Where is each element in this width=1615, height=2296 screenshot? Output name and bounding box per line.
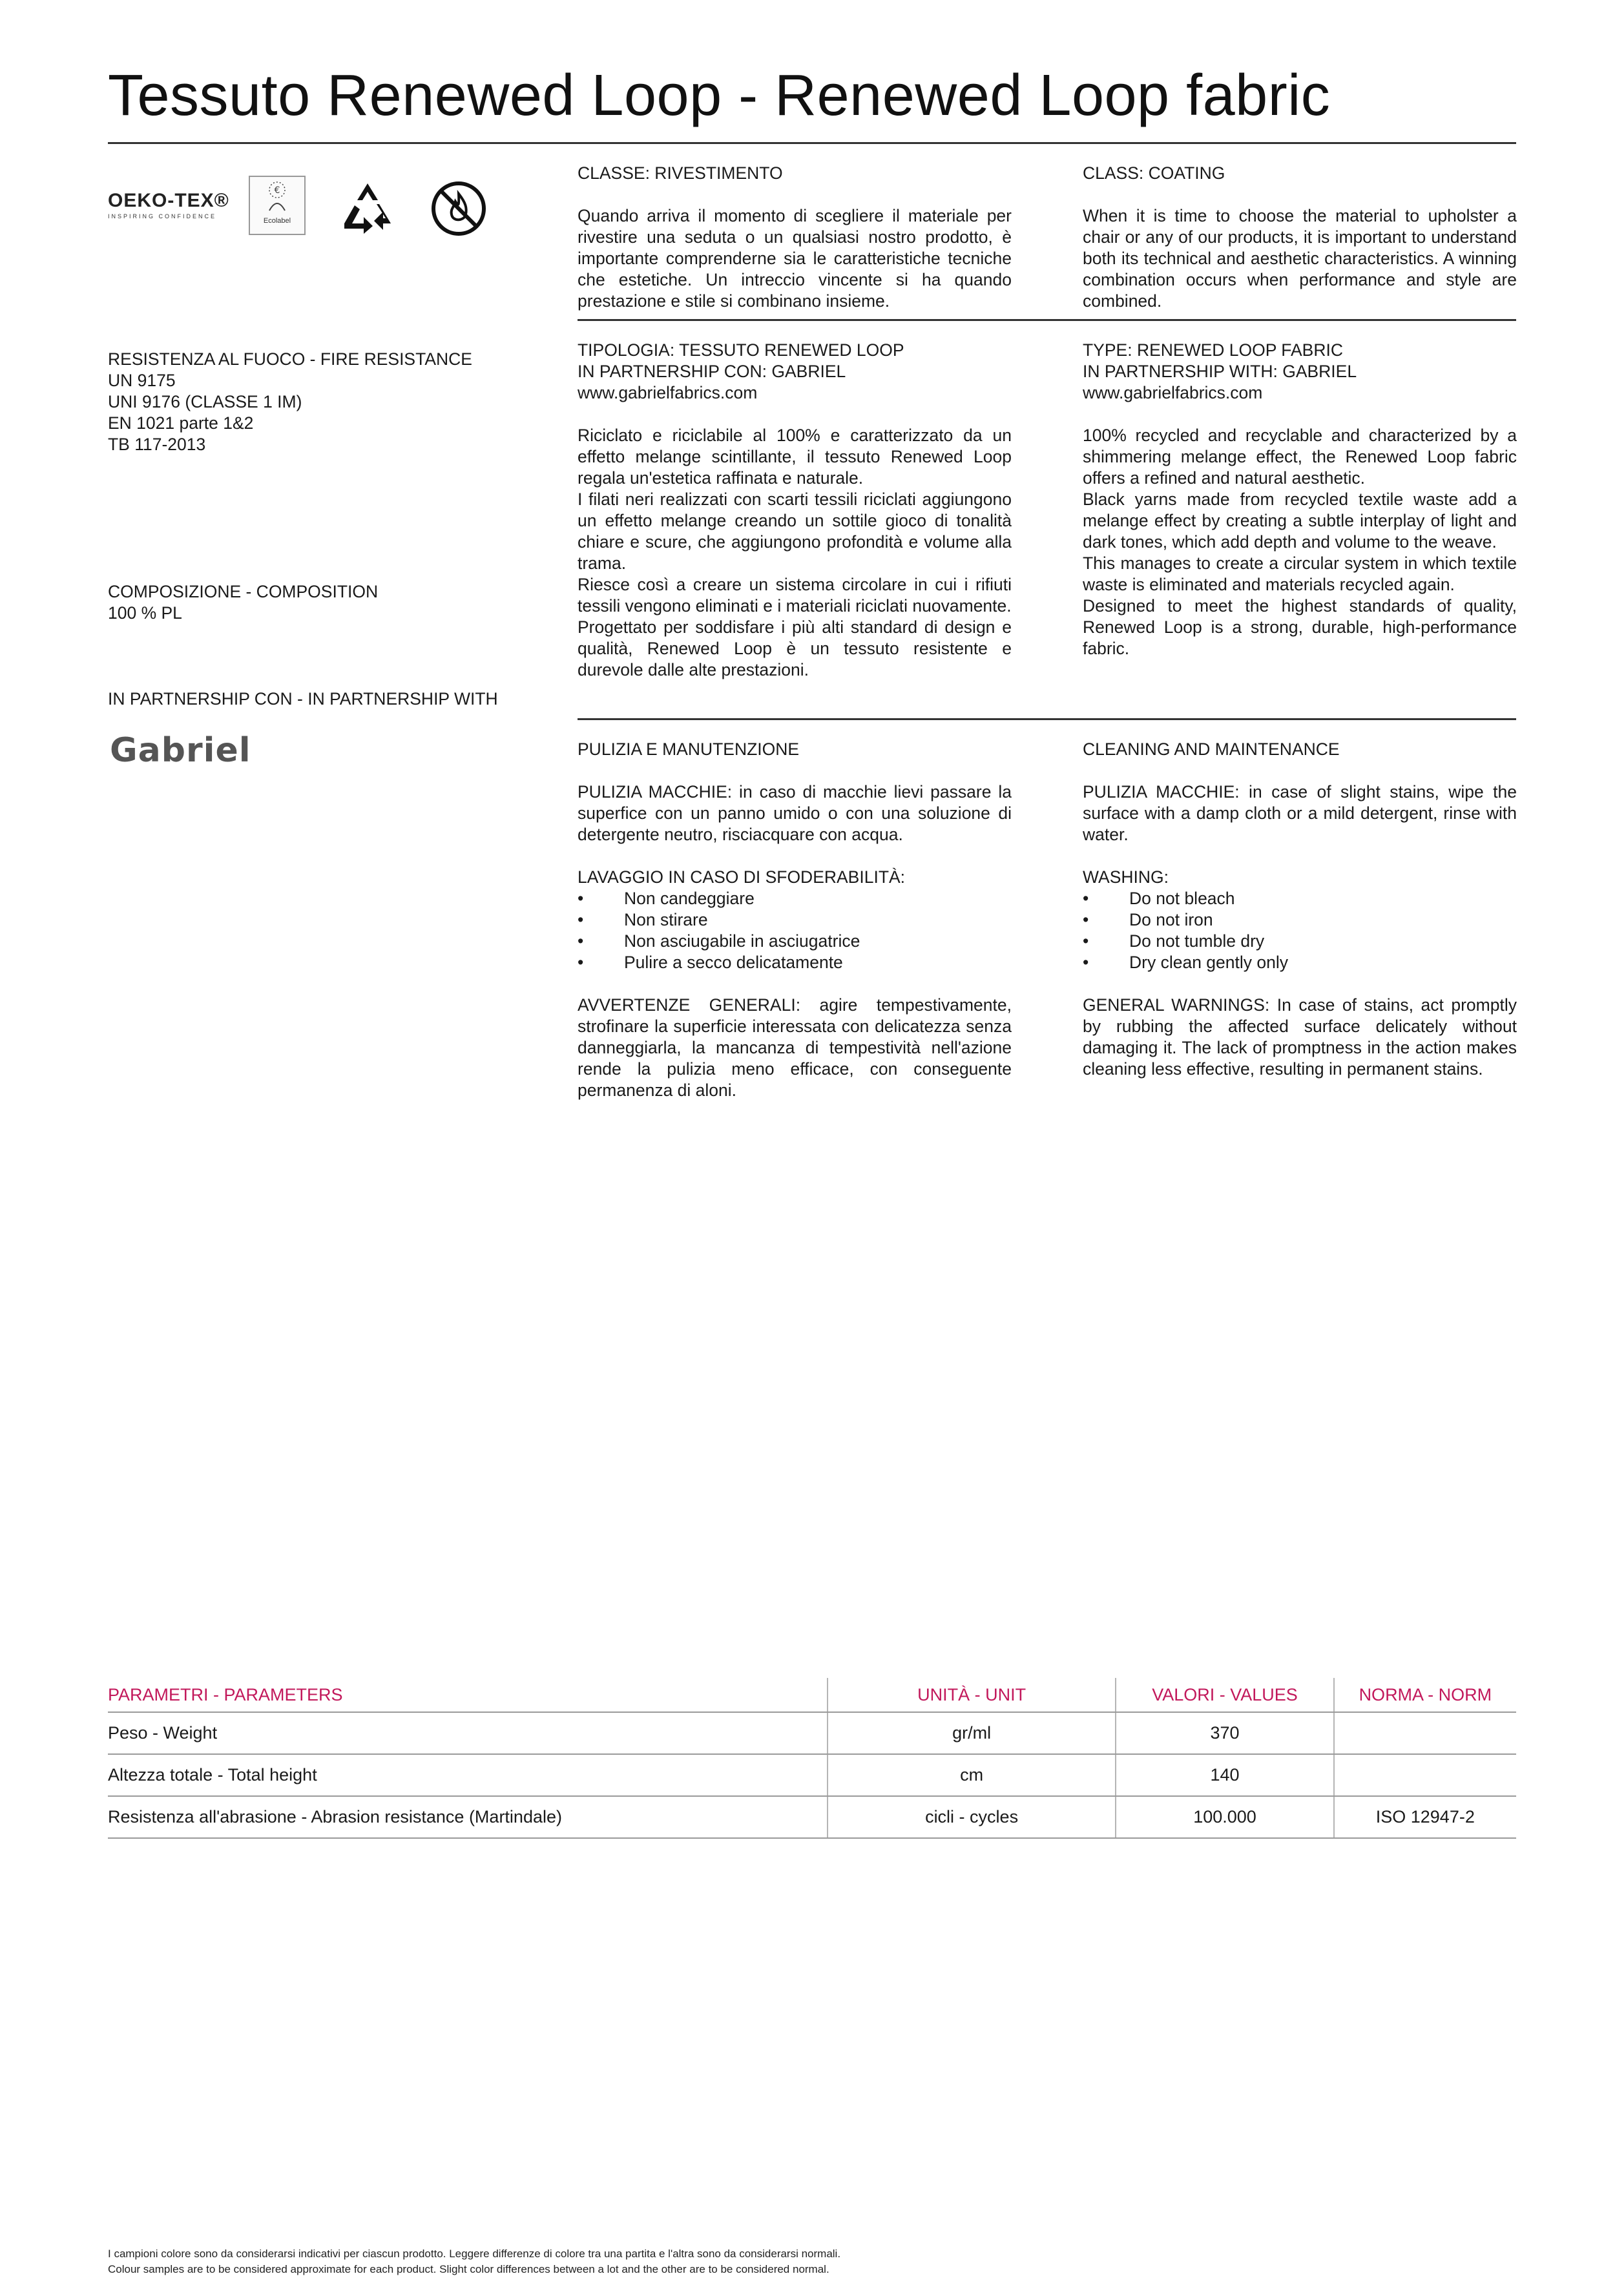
class-text-it: Quando arriva il momento di scegliere il materiale per rivestire una seduta o un qualsiasi nostro prodotto, è importante comprenderne sia le caratteristiche tecniche che estetiche. Un intreccio vincente si ha quando prestazione e stile si combinano insieme. [578, 206, 1012, 311]
stains-text-en: PULIZIA MACCHIE: in case of slight stains, wipe the surface with a damp cloth or a mild detergent, rinse with water. [1083, 782, 1517, 844]
website-link-en[interactable]: www.gabrielfabrics.com [1083, 383, 1263, 402]
warnings-text-it: AVVERTENZE GENERALI: agire tempestivamente, strofinare la superficie interessata con delicatezza senza danneggiarla, la mancanza di tempestività nell'azione rende la pulizia meno efficace, con conseguente permanenza di aloni. [578, 995, 1012, 1100]
type-section-en [1083, 340, 1517, 659]
washing-list-it [578, 888, 1012, 973]
unit-cell: gr/ml [828, 1712, 1116, 1754]
footer-line-en: Colour samples are to be considered approximate for each product. Slight color differences between a lot and the other are to be considered normal. [108, 2263, 829, 2275]
title-divider [108, 142, 1516, 144]
eu-ecolabel-logo: € Ecolabel [249, 176, 306, 235]
certification-logos [108, 176, 508, 240]
header-norm: NORMA - NORM [1334, 1678, 1516, 1712]
unit-cell: cicli - cycles [828, 1796, 1116, 1838]
class-section-it [578, 163, 1012, 312]
composition-section [108, 581, 508, 624]
partnership-heading: IN PARTNERSHIP CON - IN PARTNERSHIP WITH [108, 689, 498, 708]
composition-heading: COMPOSIZIONE - COMPOSITION [108, 582, 379, 601]
class-heading-en: CLASS: COATING [1083, 163, 1225, 183]
composition-value: 100 % PL [108, 603, 182, 623]
fire-norm: EN 1021 parte 1&2 [108, 413, 254, 433]
norm-cell [1334, 1712, 1516, 1754]
header-parameters: PARAMETRI - PARAMETERS [108, 1678, 828, 1712]
partnership-line-en: IN PARTNERSHIP WITH: GABRIEL [1083, 362, 1357, 381]
header-unit: UNITÀ - UNIT [828, 1678, 1116, 1712]
list-item: • Dry clean gently only [1083, 952, 1517, 973]
param-cell: Altezza totale - Total height [108, 1754, 828, 1796]
washing-heading-en: WASHING: [1083, 867, 1169, 887]
class-section-en [1083, 163, 1517, 312]
oeko-tex-logo: OEKO-TEX® INSPIRING CONFIDENCE [108, 190, 229, 220]
description-paragraph-en: This manages to create a circular system in which textile waste is eliminated and materials recycled again. [1083, 553, 1517, 594]
class-text-en: When it is time to choose the material to upholster a chair or any of our products, it is important to understand both its technical and aesthetic characteristics. A winning combination occurs when performance and style are combined. [1083, 206, 1517, 311]
table-row [108, 1796, 1516, 1838]
table-row [108, 1754, 1516, 1796]
footer-line-it: I campioni colore sono da considerarsi indicativi per ciascun prodotto. Leggere differenze di colore tra una partita e l'altra sono da considerarsi normali. [108, 2248, 841, 2260]
list-item: • Non stirare [578, 909, 1012, 931]
cleaning-section-it [578, 739, 1012, 1101]
website-link-it[interactable]: www.gabrielfabrics.com [578, 383, 758, 402]
table-header-row [108, 1678, 1516, 1712]
list-item: • Do not bleach [1083, 888, 1517, 909]
unit-cell: cm [828, 1754, 1116, 1796]
no-fire-icon [430, 180, 488, 241]
section-divider [578, 319, 1516, 321]
svg-text:€: € [274, 185, 280, 196]
value-cell: 370 [1116, 1712, 1333, 1754]
value-cell: 140 [1116, 1754, 1333, 1796]
fire-norm: UN 9175 [108, 371, 176, 390]
list-item: • Non candeggiare [578, 888, 1012, 909]
fire-resistance-section [108, 349, 508, 455]
list-item: • Do not tumble dry [1083, 931, 1517, 952]
parameters-table [108, 1678, 1516, 1839]
footer-disclaimer [108, 2246, 840, 2277]
warnings-text-en: GENERAL WARNINGS: In case of stains, act promptly by rubbing the affected surface delicately without damaging it. The lack of promptness in the action makes cleaning less effective, resulting in permanent stains. [1083, 995, 1517, 1079]
value-cell: 100.000 [1116, 1796, 1333, 1838]
list-item: • Non asciugabile in asciugatrice [578, 931, 1012, 952]
partnership-line-it: IN PARTNERSHIP CON: GABRIEL [578, 362, 846, 381]
fire-norm: UNI 9176 (CLASSE 1 IM) [108, 392, 302, 411]
cleaning-heading-it: PULIZIA E MANUTENZIONE [578, 739, 800, 759]
section-divider [578, 718, 1516, 720]
washing-heading-it: LAVAGGIO IN CASO DI SFODERABILITÀ: [578, 867, 906, 887]
description-paragraph-it: Riciclato e riciclabile al 100% e caratterizzato da un effetto melange scintillante, il tessuto Renewed Loop regala un'estetica raffinata e naturale. [578, 426, 1012, 488]
list-item: • Pulire a secco delicatamente [578, 952, 1012, 973]
cleaning-heading-en: CLEANING AND MAINTENANCE [1083, 739, 1340, 759]
param-cell: Peso - Weight [108, 1712, 828, 1754]
list-item: • Do not iron [1083, 909, 1517, 931]
description-paragraph-en: Black yarns made from recycled textile waste add a melange effect by creating a subtle interplay of light and dark tones, which add depth and volume to the weave. [1083, 490, 1517, 552]
description-paragraph-en: 100% recycled and recyclable and characterized by a shimmering melange effect, the Renewed Loop fabric offers a refined and natural aesthetic. [1083, 426, 1517, 488]
type-section-it [578, 340, 1012, 681]
washing-list-en [1083, 888, 1517, 973]
partnership-section [108, 688, 508, 710]
description-paragraph-it: Riesce così a creare un sistema circolare in cui i rifiuti tessili vengono eliminati e i materiali riciclati nuovamente. [578, 575, 1012, 615]
description-paragraph-en: Designed to meet the highest standards of quality, Renewed Loop is a strong, durable, high-performance fabric. [1083, 596, 1517, 658]
description-paragraph-it: Progettato per soddisfare i più alti standard di design e qualità, Renewed Loop è un tessuto resistente e durevole dalle alte prestazioni. [578, 617, 1012, 679]
norm-cell [1334, 1754, 1516, 1796]
page-title: Tessuto Renewed Loop - Renewed Loop fabric [108, 63, 1331, 128]
class-heading-it: CLASSE: RIVESTIMENTO [578, 163, 783, 183]
fire-resistance-heading: RESISTENZA AL FUOCO - FIRE RESISTANCE [108, 349, 472, 369]
cleaning-section-en [1083, 739, 1517, 1080]
type-line-en: TYPE: RENEWED LOOP FABRIC [1083, 340, 1343, 360]
recycle-icon [338, 181, 397, 238]
gabriel-logo: Gabriel [110, 731, 251, 770]
table-row [108, 1712, 1516, 1754]
norm-cell: ISO 12947-2 [1334, 1796, 1516, 1838]
type-line-it: TIPOLOGIA: TESSUTO RENEWED LOOP [578, 340, 904, 360]
description-paragraph-it: I filati neri realizzati con scarti tessili riciclati aggiungono un effetto melange creando un sottile gioco di tonalità chiare e scure, che aggiungono profondità e volume alla trama. [578, 490, 1012, 573]
stains-text-it: PULIZIA MACCHIE: in caso di macchie lievi passare la superfice con un panno umido o con una soluzione di detergente neutro, risciacquare con acqua. [578, 782, 1012, 844]
header-values: VALORI - VALUES [1116, 1678, 1333, 1712]
fire-norm: TB 117-2013 [108, 435, 206, 454]
param-cell: Resistenza all'abrasione - Abrasion resistance (Martindale) [108, 1796, 828, 1838]
